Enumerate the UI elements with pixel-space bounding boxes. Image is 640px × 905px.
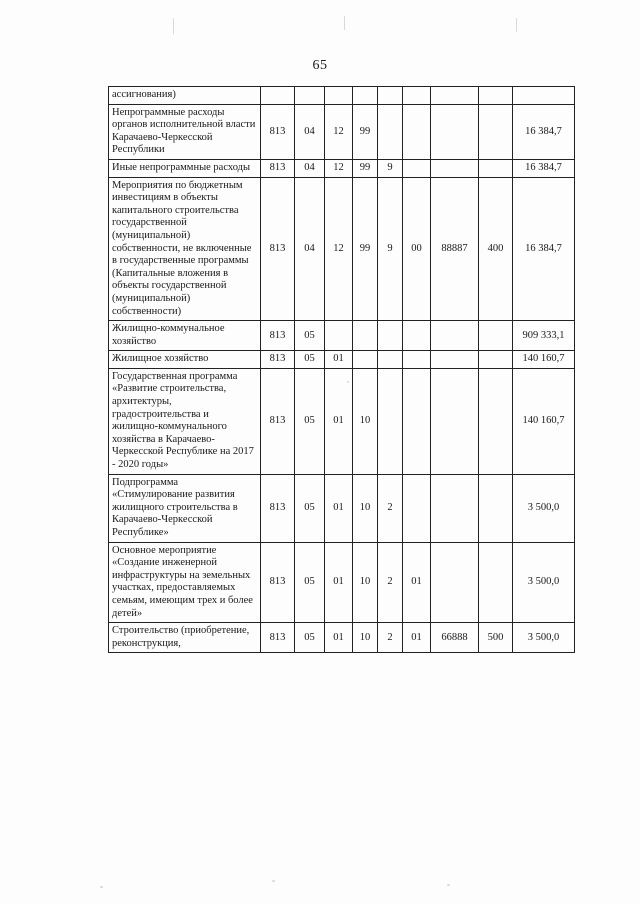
row-csr4: [431, 87, 479, 105]
row-sum: 3 500,0: [513, 623, 575, 653]
table-row: [109, 623, 575, 653]
budget-table-container: [108, 86, 574, 653]
row-glava: 813: [261, 177, 295, 321]
row-vr: 400: [479, 177, 513, 321]
row-name: Жилищно-коммунальное хозяйство: [109, 321, 261, 351]
row-razdel: 05: [295, 351, 325, 369]
row-csr1: 99: [353, 159, 378, 177]
row-podrazdel: 12: [325, 177, 353, 321]
table-row: [109, 542, 575, 623]
row-csr4: [431, 351, 479, 369]
row-vr: [479, 87, 513, 105]
row-podrazdel: 01: [325, 623, 353, 653]
row-csr1: 99: [353, 177, 378, 321]
row-razdel: 05: [295, 368, 325, 474]
row-podrazdel: 01: [325, 351, 353, 369]
row-csr4: [431, 104, 479, 159]
row-glava: 813: [261, 368, 295, 474]
row-csr1: 10: [353, 368, 378, 474]
row-csr2: 2: [378, 542, 403, 623]
row-sum: 140 160,7: [513, 351, 575, 369]
row-glava: 813: [261, 474, 295, 542]
row-vr: [479, 159, 513, 177]
row-glava: 813: [261, 104, 295, 159]
row-sum: 3 500,0: [513, 542, 575, 623]
row-podrazdel: [325, 87, 353, 105]
row-csr4: [431, 321, 479, 351]
row-csr3: [403, 474, 431, 542]
row-podrazdel: 01: [325, 474, 353, 542]
row-csr2: 9: [378, 159, 403, 177]
page-number: 65: [312, 58, 328, 73]
row-name: Иные непрограммные расходы: [109, 159, 261, 177]
budget-table: [108, 86, 575, 653]
row-podrazdel: 01: [325, 542, 353, 623]
row-csr1: [353, 351, 378, 369]
row-csr1: 10: [353, 623, 378, 653]
table-row: [109, 177, 575, 321]
row-vr: [479, 351, 513, 369]
row-name: Государственная программа «Развитие строительства, архитектуры, градостроительства и жилищно-коммунального хозяйства в Карачаево-Черкесской Республике на 2017 - 2020 годы»: [109, 368, 261, 474]
row-glava: 813: [261, 623, 295, 653]
row-csr2: [378, 87, 403, 105]
scan-artifact-line: [516, 18, 517, 32]
row-vr: 500: [479, 623, 513, 653]
row-csr1: [353, 87, 378, 105]
scan-artifact-line: [344, 16, 345, 30]
row-csr3: [403, 104, 431, 159]
row-vr: [479, 542, 513, 623]
row-csr3: [403, 159, 431, 177]
row-vr: [479, 321, 513, 351]
row-csr2: [378, 104, 403, 159]
row-glava: 813: [261, 321, 295, 351]
row-glava: 813: [261, 542, 295, 623]
row-vr: [479, 104, 513, 159]
row-csr4: 88887: [431, 177, 479, 321]
row-csr1: 10: [353, 474, 378, 542]
row-csr2: [378, 368, 403, 474]
row-csr1: [353, 321, 378, 351]
row-vr: [479, 474, 513, 542]
row-glava: [261, 87, 295, 105]
row-sum: [513, 87, 575, 105]
table-row: [109, 321, 575, 351]
row-sum: 16 384,7: [513, 159, 575, 177]
row-name: ассигнования): [109, 87, 261, 105]
row-name: Непрограммные расходы органов исполнительной власти Карачаево-Черкесской Республики: [109, 104, 261, 159]
row-csr3: 01: [403, 542, 431, 623]
row-csr3: [403, 321, 431, 351]
row-razdel: 05: [295, 474, 325, 542]
row-csr3: 00: [403, 177, 431, 321]
row-podrazdel: 01: [325, 368, 353, 474]
table-row: [109, 159, 575, 177]
row-razdel: 04: [295, 159, 325, 177]
row-name: Жилищное хозяйство: [109, 351, 261, 369]
row-razdel: [295, 87, 325, 105]
row-csr2: 9: [378, 177, 403, 321]
row-razdel: 05: [295, 321, 325, 351]
row-csr1: 10: [353, 542, 378, 623]
row-sum: 3 500,0: [513, 474, 575, 542]
row-csr3: [403, 368, 431, 474]
table-row: [109, 87, 575, 105]
row-razdel: 04: [295, 177, 325, 321]
row-csr2: 2: [378, 474, 403, 542]
row-csr1: 99: [353, 104, 378, 159]
row-csr4: 66888: [431, 623, 479, 653]
row-sum: 909 333,1: [513, 321, 575, 351]
row-sum: 16 384,7: [513, 104, 575, 159]
scan-artifact-speck: [272, 880, 275, 882]
table-row: [109, 351, 575, 369]
row-csr3: [403, 87, 431, 105]
row-csr4: [431, 368, 479, 474]
scan-artifact-speck: [100, 886, 103, 888]
table-row: [109, 474, 575, 542]
row-podrazdel: 12: [325, 159, 353, 177]
row-csr3: [403, 351, 431, 369]
scan-artifact-line: [173, 18, 174, 34]
row-name: Мероприятия по бюджетным инвестициям в объекты капитального строительства государственной (муниципальной) собственности, не включенные в государственные программы (Капитальные вложения в объекты государственной (муниципальной) собственности): [109, 177, 261, 321]
row-csr2: 2: [378, 623, 403, 653]
row-name: Строительство (приобретение, реконструкция,: [109, 623, 261, 653]
row-razdel: 05: [295, 623, 325, 653]
row-sum: 16 384,7: [513, 177, 575, 321]
table-row: [109, 104, 575, 159]
row-name: Подпрограмма «Стимулирование развития жилищного строительства в Карачаево-Черкесской Республике»: [109, 474, 261, 542]
row-glava: 813: [261, 351, 295, 369]
row-glava: 813: [261, 159, 295, 177]
row-csr2: [378, 351, 403, 369]
row-podrazdel: 12: [325, 104, 353, 159]
row-csr4: [431, 159, 479, 177]
row-csr4: [431, 474, 479, 542]
row-csr4: [431, 542, 479, 623]
table-row: [109, 368, 575, 474]
row-podrazdel: [325, 321, 353, 351]
row-razdel: 05: [295, 542, 325, 623]
row-csr2: [378, 321, 403, 351]
row-csr3: 01: [403, 623, 431, 653]
row-razdel: 04: [295, 104, 325, 159]
row-vr: [479, 368, 513, 474]
scan-artifact-speck: [447, 884, 450, 886]
row-sum: 140 160,7: [513, 368, 575, 474]
row-name: Основное мероприятие «Создание инженерной инфраструктуры на земельных участках, предоставляемых семьям, имеющим трех и более детей»: [109, 542, 261, 623]
